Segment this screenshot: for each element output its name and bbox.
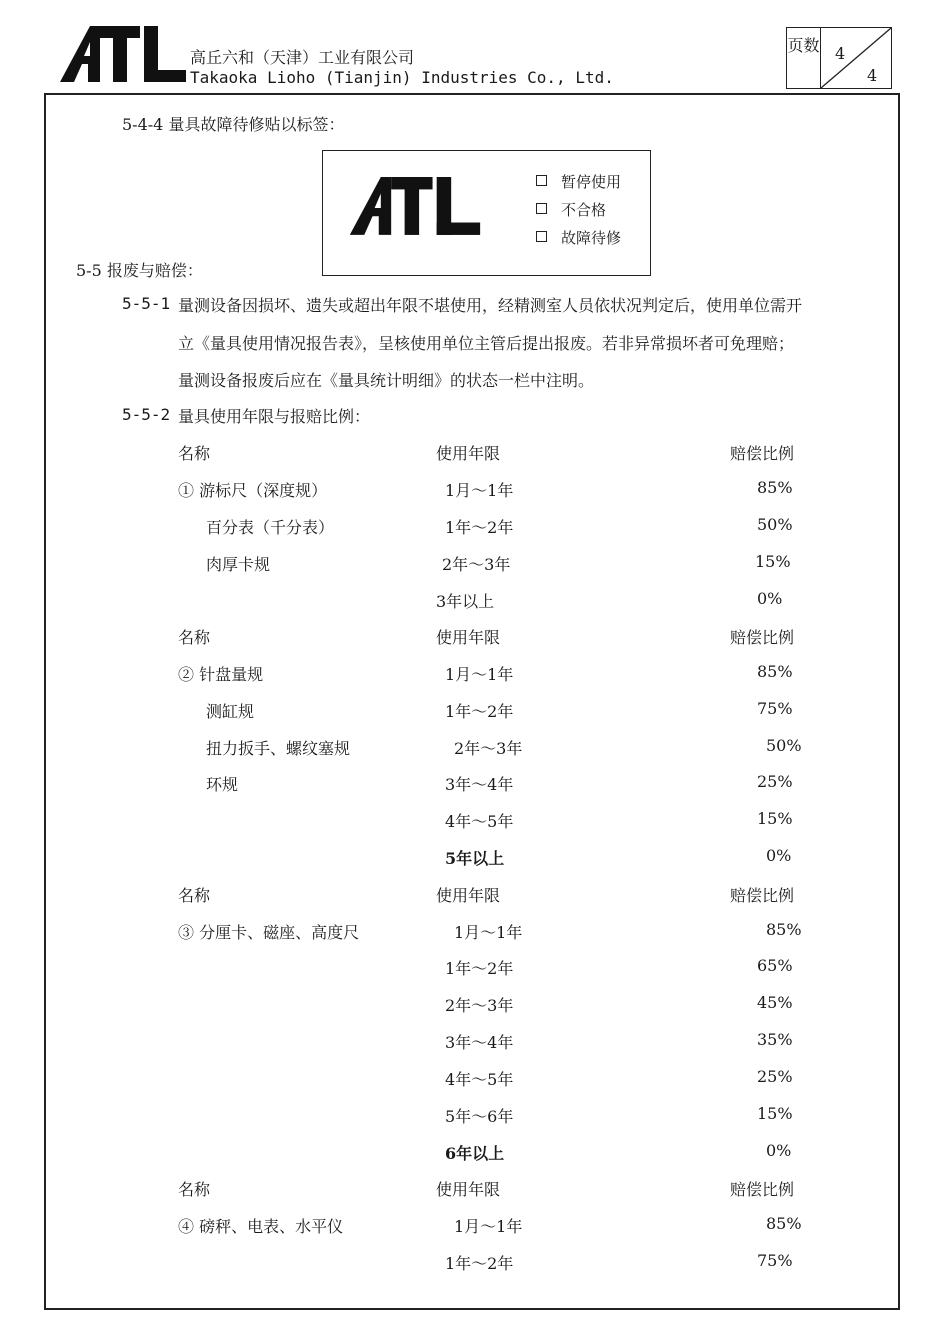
years-cell: 4年～5年 — [445, 1070, 514, 1089]
page-number-box — [786, 27, 892, 89]
col-header-years: 使用年限 — [436, 886, 501, 905]
ratio-cell: 0% — [766, 846, 792, 865]
years-cell: 2年～3年 — [442, 555, 511, 574]
instrument-name: 肉厚卡规 — [206, 555, 271, 574]
checkbox-icon — [536, 175, 547, 186]
years-cell: 1年～2年 — [445, 959, 514, 978]
col-header-name: 名称 — [178, 628, 211, 647]
tag-logo — [335, 177, 497, 237]
ratio-cell: 15% — [757, 809, 793, 828]
years-cell: 3年～4年 — [445, 1033, 514, 1052]
instrument-name: ④ 磅秤、电表、水平仪 — [178, 1217, 344, 1236]
page-total: 4 — [867, 66, 878, 85]
page-label: 页数 — [787, 28, 821, 88]
company-logo — [60, 26, 188, 84]
ratio-cell: 50% — [757, 515, 793, 534]
col-header-name: 名称 — [178, 444, 211, 463]
years-cell: 1年～2年 — [445, 1254, 514, 1273]
p552-number: 5-5-2 — [122, 405, 171, 424]
checkbox-icon — [536, 231, 547, 242]
p551-line-1: 量测设备因损坏、遗失或超出年限不堪使用，经精测室人员依状况判定后，使用单位需开 — [178, 296, 803, 315]
instrument-name: ② 针盘量规 — [178, 665, 264, 684]
col-header-ratio: 赔偿比例 — [730, 1180, 795, 1199]
col-header-ratio: 赔偿比例 — [730, 628, 795, 647]
ratio-cell: 85% — [766, 1214, 802, 1233]
p551-line-3: 量测设备报废后应在《量具统计明细》的状态一栏中注明。 — [178, 371, 595, 390]
ratio-cell: 50% — [766, 736, 802, 755]
col-header-years: 使用年限 — [436, 1180, 501, 1199]
years-cell: 2年～3年 — [454, 739, 523, 758]
years-cell: 3年以上 — [436, 592, 495, 611]
page-divider-line — [821, 28, 891, 88]
col-header-name: 名称 — [178, 1180, 211, 1199]
ratio-cell: 85% — [766, 920, 802, 939]
ratio-cell: 65% — [757, 956, 793, 975]
instrument-name: 环规 — [206, 775, 239, 794]
instrument-name: ① 游标尺（深度规） — [178, 481, 328, 500]
col-header-years: 使用年限 — [436, 628, 501, 647]
years-cell: 1年～2年 — [445, 518, 514, 537]
ratio-cell: 85% — [757, 478, 793, 497]
repair-tag-sample — [322, 150, 651, 276]
years-cell: 4年～5年 — [445, 812, 514, 831]
page-current: 4 — [835, 44, 846, 63]
years-cell: 2年～3年 — [445, 996, 514, 1015]
instrument-name: ③ 分厘卡、磁座、高度尺 — [178, 923, 360, 942]
company-name-cn: 高丘六和（天津）工业有限公司 — [190, 48, 415, 67]
years-cell: 5年～6年 — [445, 1107, 514, 1126]
tag-option-reject: 不合格 — [561, 201, 607, 219]
company-name-en: Takaoka Lioho (Tianjin) Industries Co., Ltd. — [190, 68, 614, 87]
checkbox-icon — [536, 203, 547, 214]
tag-option-repair: 故障待修 — [561, 229, 622, 247]
ratio-cell: 15% — [757, 1104, 793, 1123]
ratio-cell: 45% — [757, 993, 793, 1012]
section-544-title: 5-4-4 量具故障待修贴以标签： — [122, 115, 345, 134]
ratio-cell: 35% — [757, 1030, 793, 1049]
col-header-years: 使用年限 — [436, 444, 501, 463]
ratio-cell: 75% — [757, 699, 793, 718]
years-cell: 5年以上 — [445, 849, 505, 868]
ratio-cell: 25% — [757, 772, 793, 791]
years-cell: 1月～1年 — [445, 665, 514, 684]
ratio-cell: 25% — [757, 1067, 793, 1086]
years-cell: 1月～1年 — [454, 1217, 523, 1236]
col-header-ratio: 赔偿比例 — [730, 444, 795, 463]
ratio-cell: 75% — [757, 1251, 793, 1270]
instrument-name: 测缸规 — [206, 702, 255, 721]
years-cell: 6年以上 — [445, 1144, 505, 1163]
p552-title: 量具使用年限与报赔比例： — [178, 407, 371, 426]
ratio-cell: 0% — [766, 1141, 792, 1160]
section-55-title: 5-5 报废与赔偿： — [76, 261, 203, 280]
years-cell: 3年～4年 — [445, 775, 514, 794]
col-header-ratio: 赔偿比例 — [730, 886, 795, 905]
p551-number: 5-5-1 — [122, 294, 171, 313]
ratio-cell: 15% — [755, 552, 791, 571]
tag-option-suspend: 暂停使用 — [561, 173, 622, 191]
ratio-cell: 85% — [757, 662, 793, 681]
col-header-name: 名称 — [178, 886, 211, 905]
years-cell: 1月～1年 — [454, 923, 523, 942]
years-cell: 1年～2年 — [445, 702, 514, 721]
years-cell: 1月～1年 — [445, 481, 514, 500]
p551-line-2: 立《量具使用情况报告表》，呈核使用单位主管后提出报废。若非异常损坏者可免理赔； — [178, 334, 795, 353]
instrument-name: 百分表（千分表） — [206, 518, 335, 537]
ratio-cell: 0% — [757, 589, 783, 608]
instrument-name: 扭力扳手、螺纹塞规 — [206, 739, 351, 758]
